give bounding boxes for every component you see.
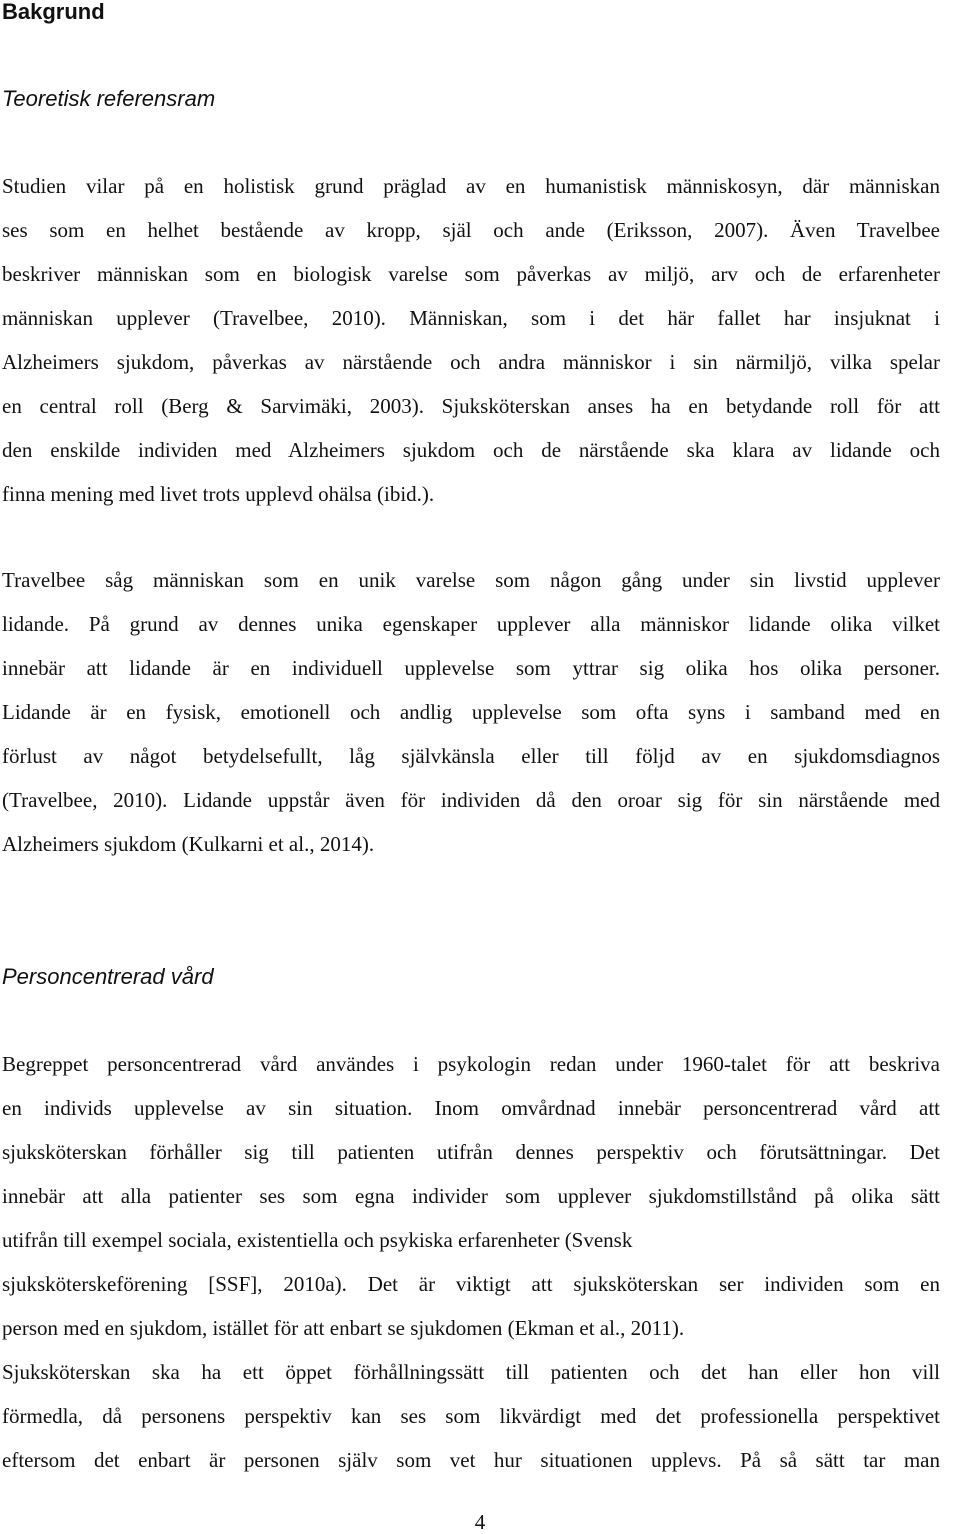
text-line: innebär att alla patienter ses som egna individer som upplever sjukdomstillstånd på olika sätt (2, 1184, 940, 1208)
text-line: Travelbee såg människan som en unik varelse som någon gång under sin livstid upplever (2, 568, 940, 592)
text-line: sjuksköterskan förhåller sig till patienten utifrån dennes perspektiv och förutsättningar. Det (2, 1140, 940, 1164)
text-line: eftersom det enbart är personen själv som vet hur situationen upplevs. På så sätt tar man (2, 1448, 940, 1472)
page-number: 4 (474, 1510, 486, 1534)
text-line: förlust av något betydelsefullt, låg självkänsla eller till följd av en sjukdomsdiagnos (2, 744, 940, 768)
paragraph (2, 164, 940, 516)
text-line: en central roll (Berg & Sarvimäki, 2003). Sjuksköterskan anses ha en betydande roll för att (2, 394, 940, 418)
text-line: sjuksköterskeförening [SSF], 2010a). Det är viktigt att sjuksköterskan ser individen som en (2, 1272, 940, 1296)
text-line: Sjuksköterskan ska ha ett öppet förhållningssätt till patienten och det han eller hon vill (2, 1360, 940, 1384)
subsection-title-person-centered-care: Personcentrerad vård (2, 964, 214, 989)
text-line: Lidande är en fysisk, emotionell och andlig upplevelse som ofta syns i samband med en (2, 700, 940, 724)
text-line: människan upplever (Travelbee, 2010). Människan, som i det här fallet har insjuknat i (2, 306, 940, 330)
paragraph (2, 558, 940, 866)
text-line: (Travelbee, 2010). Lidande uppstår även för individen då den oroar sig för sin närstående med (2, 788, 940, 812)
text-line: beskriver människan som en biologisk varelse som påverkas av miljö, arv och de erfarenheter (2, 262, 940, 286)
text-line: lidande. På grund av dennes unika egenskaper upplever alla människor lidande olika vilket (2, 612, 940, 636)
section-title: Bakgrund (2, 0, 105, 24)
text-line: innebär att lidande är en individuell upplevelse som yttrar sig olika hos olika personer. (2, 656, 940, 680)
text-line: Alzheimers sjukdom (Kulkarni et al., 2014). (2, 832, 375, 856)
text-line: finna mening med livet trots upplevd ohälsa (ibid.). (2, 482, 435, 506)
paragraph (2, 1042, 940, 1482)
text-line: Studien vilar på en holistisk grund präglad av en humanistisk människosyn, där människan (2, 174, 940, 198)
text-line: en individs upplevelse av sin situation. Inom omvårdnad innebär personcentrerad vård att (2, 1096, 940, 1120)
subsection-title-theoretical-framework: Teoretisk referensram (2, 86, 216, 111)
text-line: Alzheimers sjukdom, påverkas av närstående och andra människor i sin närmiljö, vilka spelar (2, 350, 940, 374)
text-line: ses som en helhet bestående av kropp, själ och ande (Eriksson, 2007). Även Travelbee (2, 218, 940, 242)
text-line: utifrån till exempel sociala, existentiella och psykiska erfarenheter (Svensk (2, 1228, 633, 1252)
text-line: förmedla, då personens perspektiv kan ses som likvärdigt med det professionella perspektivet (2, 1404, 940, 1428)
text-line: Begreppet personcentrerad vård användes i psykologin redan under 1960-talet för att beskriva (2, 1052, 940, 1076)
text-line: person med en sjukdom, istället för att enbart se sjukdomen (Ekman et al., 2011). (2, 1316, 685, 1340)
text-line: den enskilde individen med Alzheimers sjukdom och de närstående ska klara av lidande och (2, 438, 940, 462)
